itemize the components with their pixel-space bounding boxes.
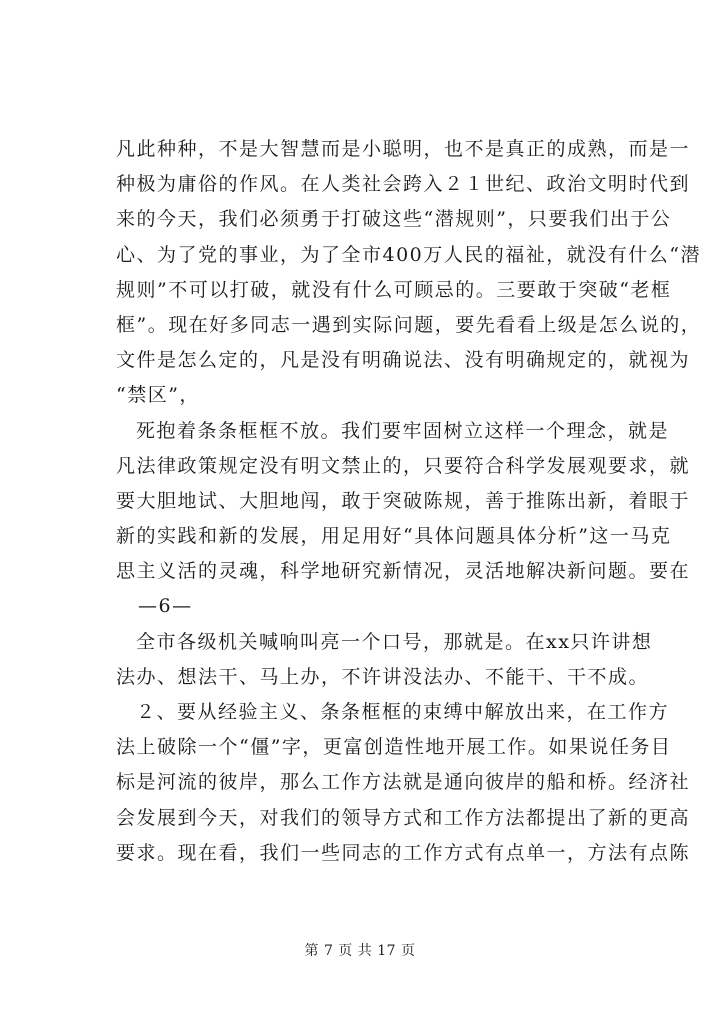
- text-line: 要求。现在看，我们一些同志的工作方式有点单一，方法有点陈: [116, 841, 691, 864]
- text-line: 来的今天，我们必须勇于打破这些“潜规则”，只要我们出于公: [116, 208, 672, 231]
- text-line: 凡此种种，不是大智慧而是小聪明，也不是真正的成熟，而是一: [116, 138, 691, 160]
- page-counter: 第 7 页 共 17 页: [304, 943, 416, 959]
- text-line: 全市各级机关喊响叫亮一个口号，那就是。在xx只许讲想: [136, 630, 653, 653]
- text-line: 要大胆地试、大胆地闯，敢于突破陈规，善于推陈出新，着眼于: [116, 489, 691, 512]
- text-line: 新的实践和新的发展，用足用好“具体问题具体分析”这一马克: [116, 525, 672, 548]
- text-line: 心、为了党的事业，为了全市400万人民的福祉，就没有什么“潜: [116, 243, 701, 266]
- text-line: 标是河流的彼岸，那么工作方法就是通向彼岸的船和桥。经济社: [116, 771, 691, 794]
- text-line: 种极为庸俗的作风。在人类社会跨入２１世纪、政治文明时代到: [116, 173, 691, 196]
- inline-page-number: —6—: [138, 595, 193, 618]
- text-line: 规则”不可以打破，就没有什么可顾忌的。三要敢于突破“老框: [116, 278, 672, 301]
- text-line: 文件是怎么定的，凡是没有明确说法、没有明确规定的，就视为: [116, 349, 691, 372]
- text-line: 框”。现在好多同志一遇到实际问题，要先看看上级是怎么说的，: [116, 313, 702, 336]
- text-line: 法上破除一个“僵”字，更富创造性地开展工作。如果说任务目: [116, 736, 672, 759]
- text-line: 思主义活的灵魂，科学地研究新情况，灵活地解决新问题。要在: [116, 560, 691, 583]
- text-line: “禁区”，: [116, 384, 200, 407]
- text-line: 法办、想法干、马上办，不许讲没法办、不能干、干不成。: [116, 665, 650, 688]
- text-line: 死抱着条条框框不放。我们要牢固树立这样一个理念，就是: [136, 419, 670, 442]
- text-line: 凡法律政策规定没有明文禁止的，只要符合科学发展观要求，就: [116, 454, 691, 477]
- text-line: ２、要从经验主义、条条框框的束缚中解放出来，在工作方: [136, 701, 670, 723]
- page-footer: [0, 940, 720, 960]
- document-body: [116, 132, 702, 871]
- text-line: 会发展到今天，对我们的领导方式和工作方法都提出了新的更高: [116, 806, 691, 829]
